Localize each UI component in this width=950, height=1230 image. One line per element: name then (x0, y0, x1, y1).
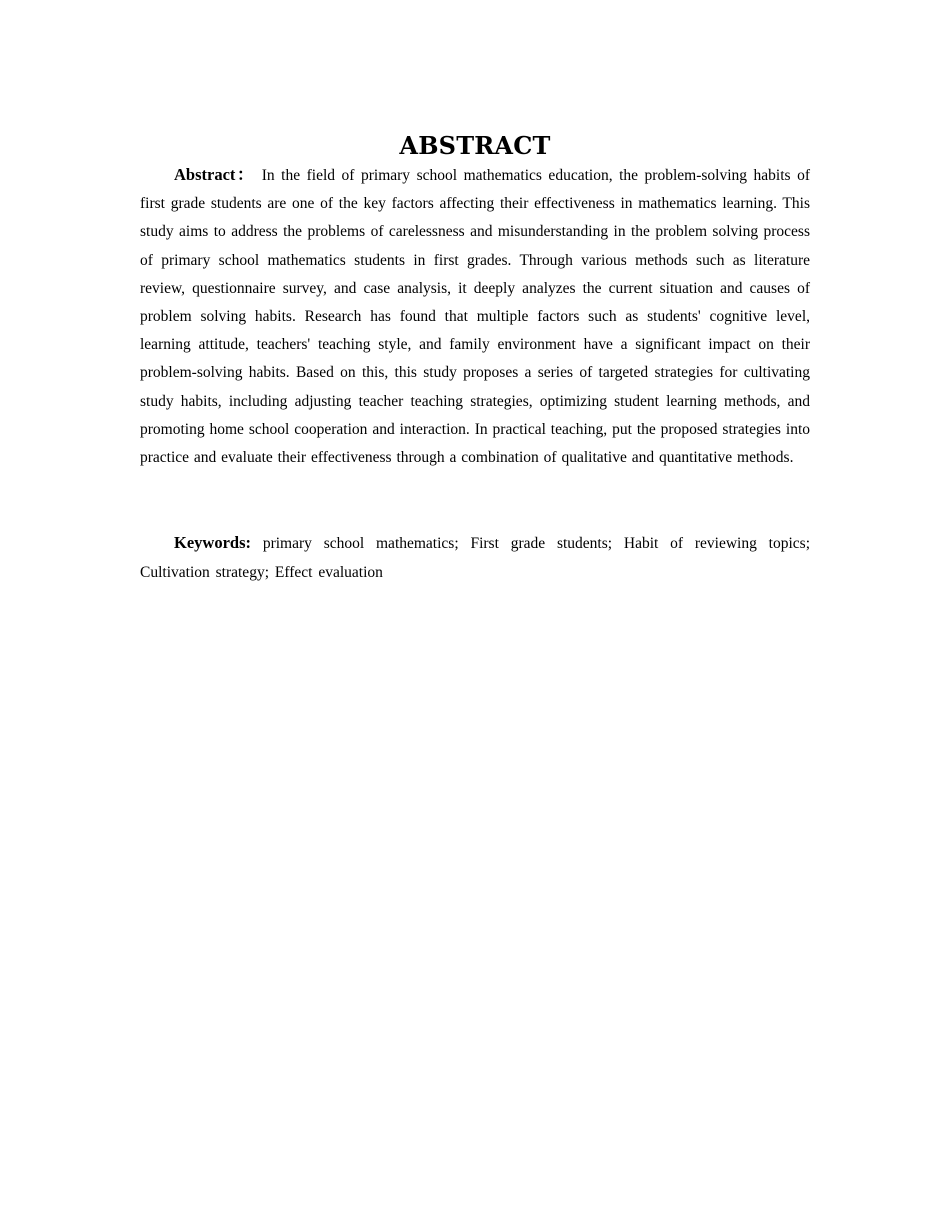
page-title: ABSTRACT (399, 131, 551, 161)
abstract-text: In the field of primary school mathematics education, the problem-solving habits of first grade students are one of the key factors affecting their effectiveness in mathematics learning. This study aims to address the problems of carelessness and misunderstanding in the problem solving process of primary school mathematics students in first grades. Through various methods such as literature review, questionnaire survey, and case analysis, it deeply analyzes the current situation and causes of problem solving habits. Research has found that multiple factors such as students' cognitive level, learning attitude, teachers' teaching style, and family environment have a significant impact on their problem-solving habits. Based on this, this study proposes a series of targeted strategies for cultivating study habits, including adjusting teacher teaching strategies, optimizing student learning methods, and promoting home school cooperation and interaction. In practical teaching, put the proposed strategies into practice and evaluate their effectiveness through a combination of qualitative and quantitative methods. (140, 167, 810, 467)
keywords-paragraph (140, 528, 810, 587)
abstract-paragraph (140, 161, 810, 472)
keywords-text: primary school mathematics; First grade students; Habit of reviewing topics; Cultivation strategy; Effect evaluation (140, 535, 810, 581)
abstract-label: Abstract： (174, 165, 256, 184)
keywords-label: Keywords: (174, 533, 251, 552)
